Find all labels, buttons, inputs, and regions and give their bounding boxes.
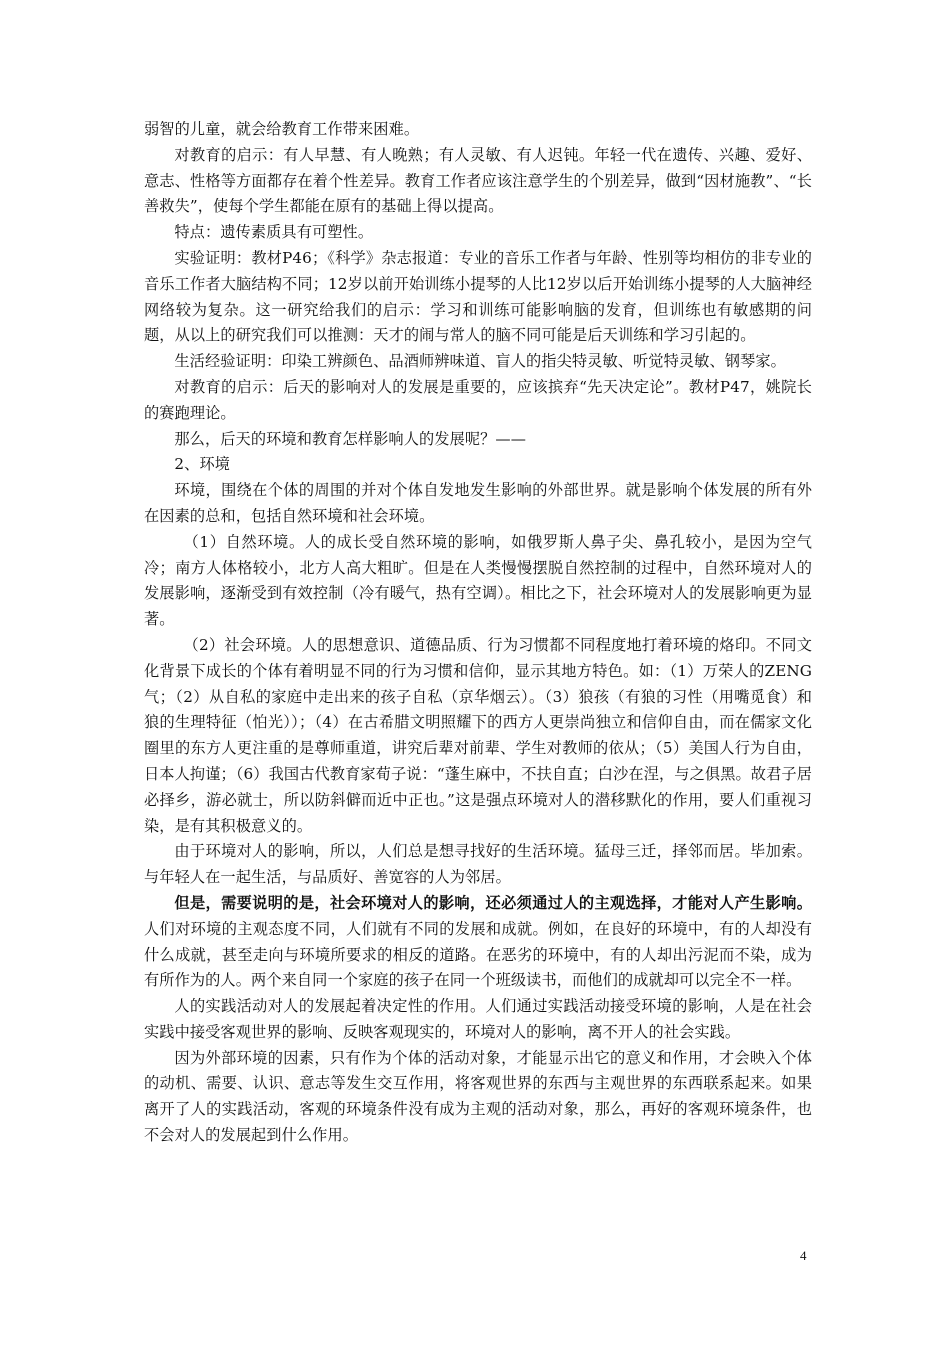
paragraph-seeking-environment: 由于环境对人的影响，所以，人们总是想寻找好的生活环境。猛母三迁，择邻而居。毕加索。与年轻人在一起生活，与品质好、善宽容的人为邻居。 bbox=[144, 842, 812, 887]
paragraph-subjective-choice-rest: 人们对环境的主观态度不同，人们就有不同的发展和成就。例如，在良好的环境中，有的人却没有什么成就，甚至走向与环境所要求的相反的道路。在恶劣的环境中，有的人却出污泥而不染，成为有所作为的人。两个来自同一个家庭的孩子在同一个班级读书，而他们的成就却可以完全不一样。 bbox=[144, 919, 812, 990]
paragraph-practice-activity: 人的实践活动对人的发展起着决定性的作用。人们通过实践活动接受环境的影响，人是在社会实践中接受客观世界的影响、反映客观现实的，环境对人的影响，离不开人的社会实践。 bbox=[144, 997, 812, 1041]
paragraph-transition-question: 那么，后天的环境和教育怎样影响人的发展呢？—— bbox=[174, 429, 527, 448]
paragraph-natural-environment: （1）自然环境。人的成长受自然环境的影响，如俄罗斯人鼻子尖、鼻孔较小，是因为空气冷；南方人体格较小，北方人高大粗旷。但是在人类慢慢摆脱自然控制的过程中，自然环境对人的发展影响，逐渐受到有效控制（冷有暖气，热有空调）。相比之下，社会环境对人的发展影响更为显著。 bbox=[144, 532, 812, 629]
paragraph-education-implication-1: 对教育的启示：有人早慧、有人晚熟；有人灵敏、有人迟钝。年轻一代在遗传、兴趣、爱好、意志、性格等方面都存在着个性差异。教育工作者应该注意学生的个别差异，做到“因材施教”、“长善救失”，使每个学生都能在原有的基础上得以提高。 bbox=[144, 145, 812, 216]
document-body bbox=[144, 117, 812, 1149]
paragraph-experiment-proof: 实验证明：教材P46；《科学》杂志报道：专业的音乐工作者与年龄、性别等均相仿的非专业的音乐工作者大脑结构不同；12岁以前开始训练小提琴的人比12岁以后开始训练小提琴的人大脑神经网络较为复杂。这一研究给我们的启示：学习和训练可能影响脑的发育，但训练也有敏感期的问题，从以上的研究我们可以推测：天才的闹与常人的脑不同可能是后天训练和学习引起的。 bbox=[144, 248, 812, 345]
paragraph-environment-definition: 环境，围绕在个体的周围的并对个体自发地发生影响的外部世界。就是影响个体发展的所有外在因素的总和，包括自然环境和社会环境。 bbox=[144, 481, 812, 525]
paragraph-external-factors: 因为外部环境的因素，只有作为个体的活动对象，才能显示出它的意义和作用，才会映入个体的动机、需要、认识、意志等发生交互作用，将客观世界的东西与主观世界的东西联系起来。如果离开了人的实践活动，客观的环境条件没有成为主观的活动对象，那么，再好的客观环境条件，也不会对人的发展起到什么作用。 bbox=[144, 1048, 812, 1145]
paragraph-life-experience-proof: 生活经验证明：印染工辨颜色、品酒师辨味道、盲人的指尖特灵敏、听觉特灵敏、钢琴家。 bbox=[174, 352, 786, 371]
page-number: 4 bbox=[800, 1248, 807, 1263]
paragraph-social-environment: （2）社会环境。人的思想意识、道德品质、行为习惯都不同程度地打着环境的烙印。不同文化背景下成长的个体有着明显不同的行为习惯和信仰，显示其地方特色。如：（1）万荣人的ZENG气；（2）从自私的家庭中走出来的孩子自私（京华烟云）。（3）狼孩（有狼的习性（用嘴觅食）和狼的生理特征（怕光））；（4）在古希腊文明照耀下的西方人更崇尚独立和信仰自由，而在儒家文化圈里的东方人更注重的是尊师重道，讲究后辈对前辈、学生对教师的依从；（5）美国人行为自由，日本人拘谨；（6）我国古代教育家荀子说：“蓬生麻中，不扶自直；白沙在涅，与之俱黑。故君子居必择乡，游必就士，所以防斜僻而近中正也。”这是强点环境对人的潜移默化的作用，要人们重视习染，是有其积极意义的。 bbox=[144, 635, 812, 835]
paragraph-subjective-choice bbox=[144, 891, 812, 994]
paragraph-continuation: 弱智的儿童，就会给教育工作带来困难。 bbox=[144, 120, 420, 138]
paragraph-feature: 特点：遗传素质具有可塑性。 bbox=[174, 223, 374, 242]
section-heading-environment: 2、环境 bbox=[174, 455, 231, 474]
bold-emphasis: 但是，需要说明的是，社会环境对人的影响，还必须通过人的主观选择，才能对人产生影响。 bbox=[174, 893, 812, 912]
paragraph-education-implication-2: 对教育的启示：后天的影响对人的发展是重要的，应该摈弃“先天决定论”。教材P47，姚院长的赛跑理论。 bbox=[144, 377, 812, 422]
